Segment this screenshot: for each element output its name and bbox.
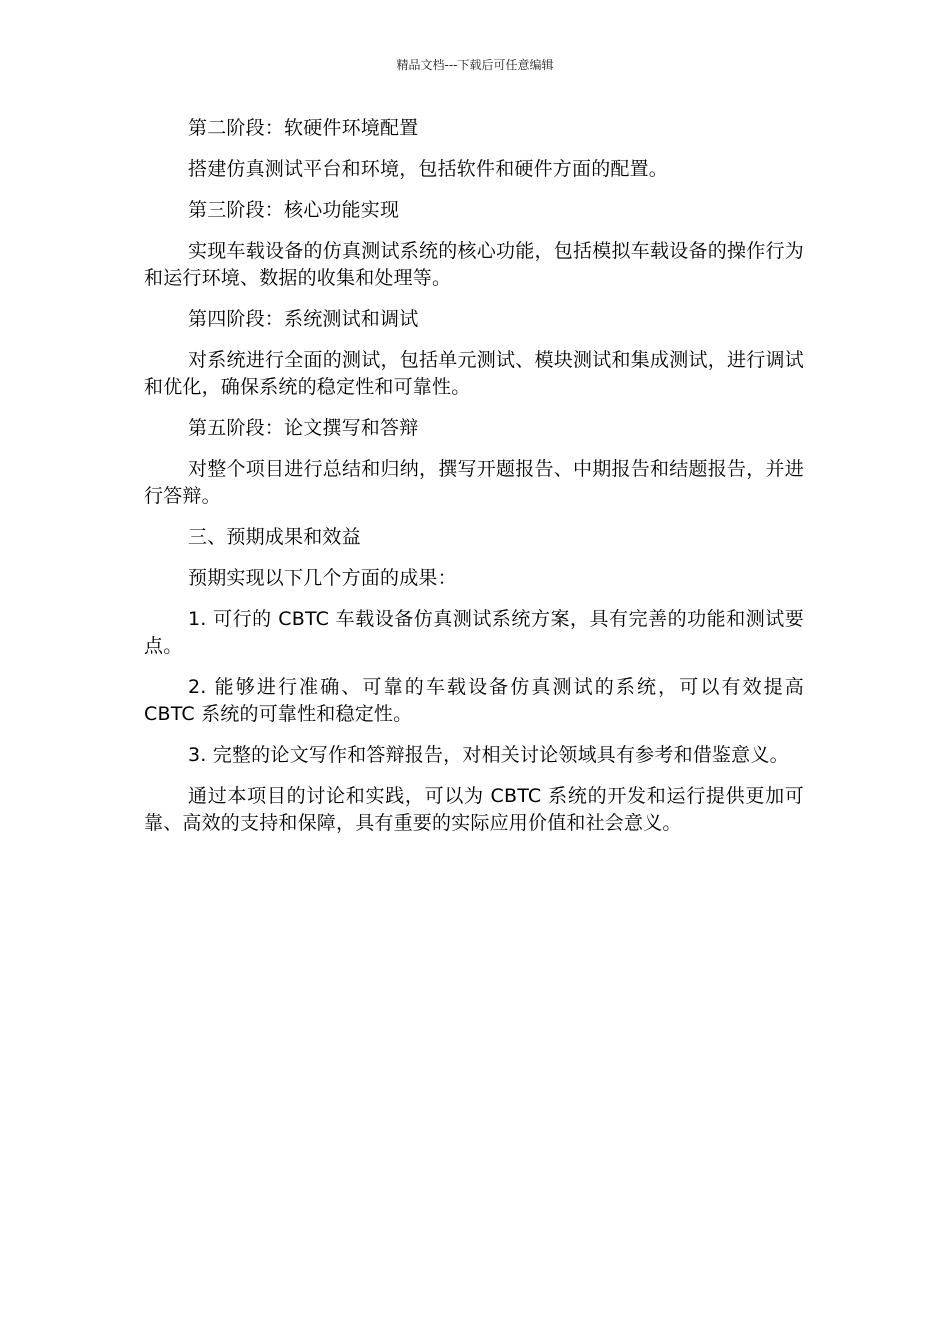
outcome-item-1: 1. 可行的 CBTC 车载设备仿真测试系统方案，具有完善的功能和测试要点。: [144, 608, 804, 657]
outcome-item-3: 3. 完整的论文写作和答辩报告，对相关讨论领域具有参考和借鉴意义。: [188, 744, 789, 766]
document-body: [144, 115, 804, 851]
stage-three-heading: 第三阶段：核心功能实现: [188, 199, 400, 221]
outcome-item-2: 2. 能够进行准确、可靠的车载设备仿真测试的系统，可以有效提高 CBTC 系统的可靠性和稳定性。: [144, 676, 804, 725]
stage-five-text: 对整个项目进行总结和归纳，撰写开题报告、中期报告和结题报告，并进行答辩。: [144, 458, 804, 507]
stage-three-text: 实现车载设备的仿真测试系统的核心功能，包括模拟车载设备的操作行为和运行环境、数据的收集和处理等。: [144, 240, 804, 289]
stage-four-heading: 第四阶段：系统测试和调试: [188, 308, 419, 330]
outcomes-intro: 预期实现以下几个方面的成果：: [188, 567, 457, 589]
stage-four-text: 对系统进行全面的测试，包括单元测试、模块测试和集成测试，进行调试和优化，确保系统的稳定性和可靠性。: [144, 349, 804, 398]
section-heading-outcomes: 三、预期成果和效益: [188, 526, 361, 548]
stage-two-heading: 第二阶段：软硬件环境配置: [188, 117, 419, 139]
conclusion-text: 通过本项目的讨论和实践，可以为 CBTC 系统的开发和运行提供更加可靠、高效的支持和保障，具有重要的实际应用价值和社会意义。: [144, 785, 804, 834]
stage-two-text: 搭建仿真测试平台和环境，包括软件和硬件方面的配置。: [188, 158, 669, 180]
page-header: 精品文档---下载后可任意编辑: [396, 58, 554, 72]
stage-five-heading: 第五阶段：论文撰写和答辩: [188, 417, 419, 439]
